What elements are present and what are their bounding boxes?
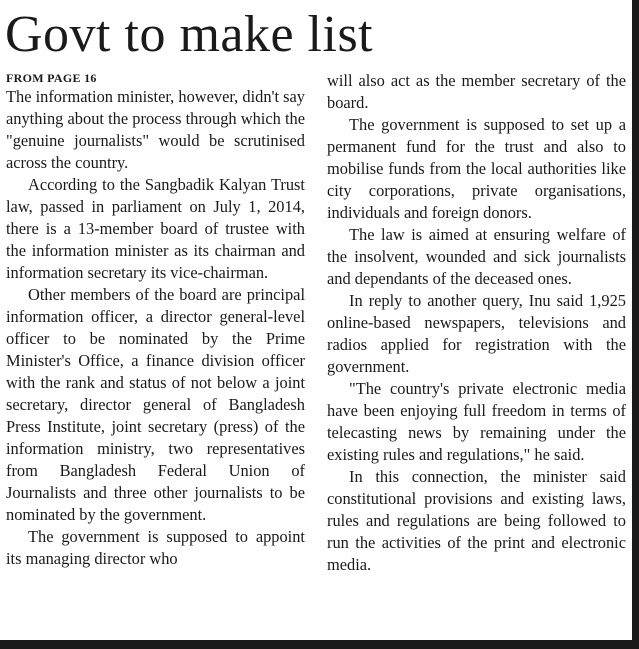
bottom-border-rule <box>0 640 639 649</box>
jump-line: FROM PAGE 16 <box>6 71 97 85</box>
paragraph: The law is aimed at ensuring welfare of the insolvent, wounded and sick journalists and dependants of the deceased ones. <box>327 225 626 288</box>
paragraph: "The country's private electronic media have been enjoying full freedom in terms of telecasting news by remaining under the existing rules and regulations," he said. <box>327 379 626 464</box>
right-border-rule <box>632 0 639 649</box>
left-column <box>6 70 305 570</box>
paragraph: In reply to another query, Inu said 1,925 online-based newspapers, televisions and radios applied for registration with the government. <box>327 291 626 376</box>
paragraph: The government is supposed to set up a permanent fund for the trust and also to mobilise funds from the local authorities like city corporations, private organisations, individuals and foreign donors. <box>327 115 626 222</box>
right-column <box>327 70 626 576</box>
paragraph: The government is supposed to appoint its managing director who <box>6 527 305 568</box>
headline: Govt to make list <box>5 6 374 63</box>
paragraph: Other members of the board are principal information officer, a director general-level officer to be nominated by the Prime Minister's Office, a finance division officer with the rank and status of not below a joint secretary, director general of Bangladesh Press Institute, joint secretary (press) of the information ministry, two representatives from Bangladesh Federal Union of Journalists and three other journalists to be nominated by the government. <box>6 285 305 524</box>
paragraph: According to the Sangbadik Kalyan Trust law, passed in parliament on July 1, 2014, there is a 13-member board of trustee with the information minister as its chairman and information secretary its vice-chairman. <box>6 175 305 282</box>
paragraph: The information minister, however, didn't say anything about the process through which the "genuine journalists" would be scrutinised across the country. <box>6 87 305 172</box>
paragraph: In this connection, the minister said constitutional provisions and existing laws, rules and regulations are being followed to run the activities of the print and electronic media. <box>327 467 626 574</box>
paragraph-continued: will also act as the member secretary of the board. <box>327 71 626 112</box>
